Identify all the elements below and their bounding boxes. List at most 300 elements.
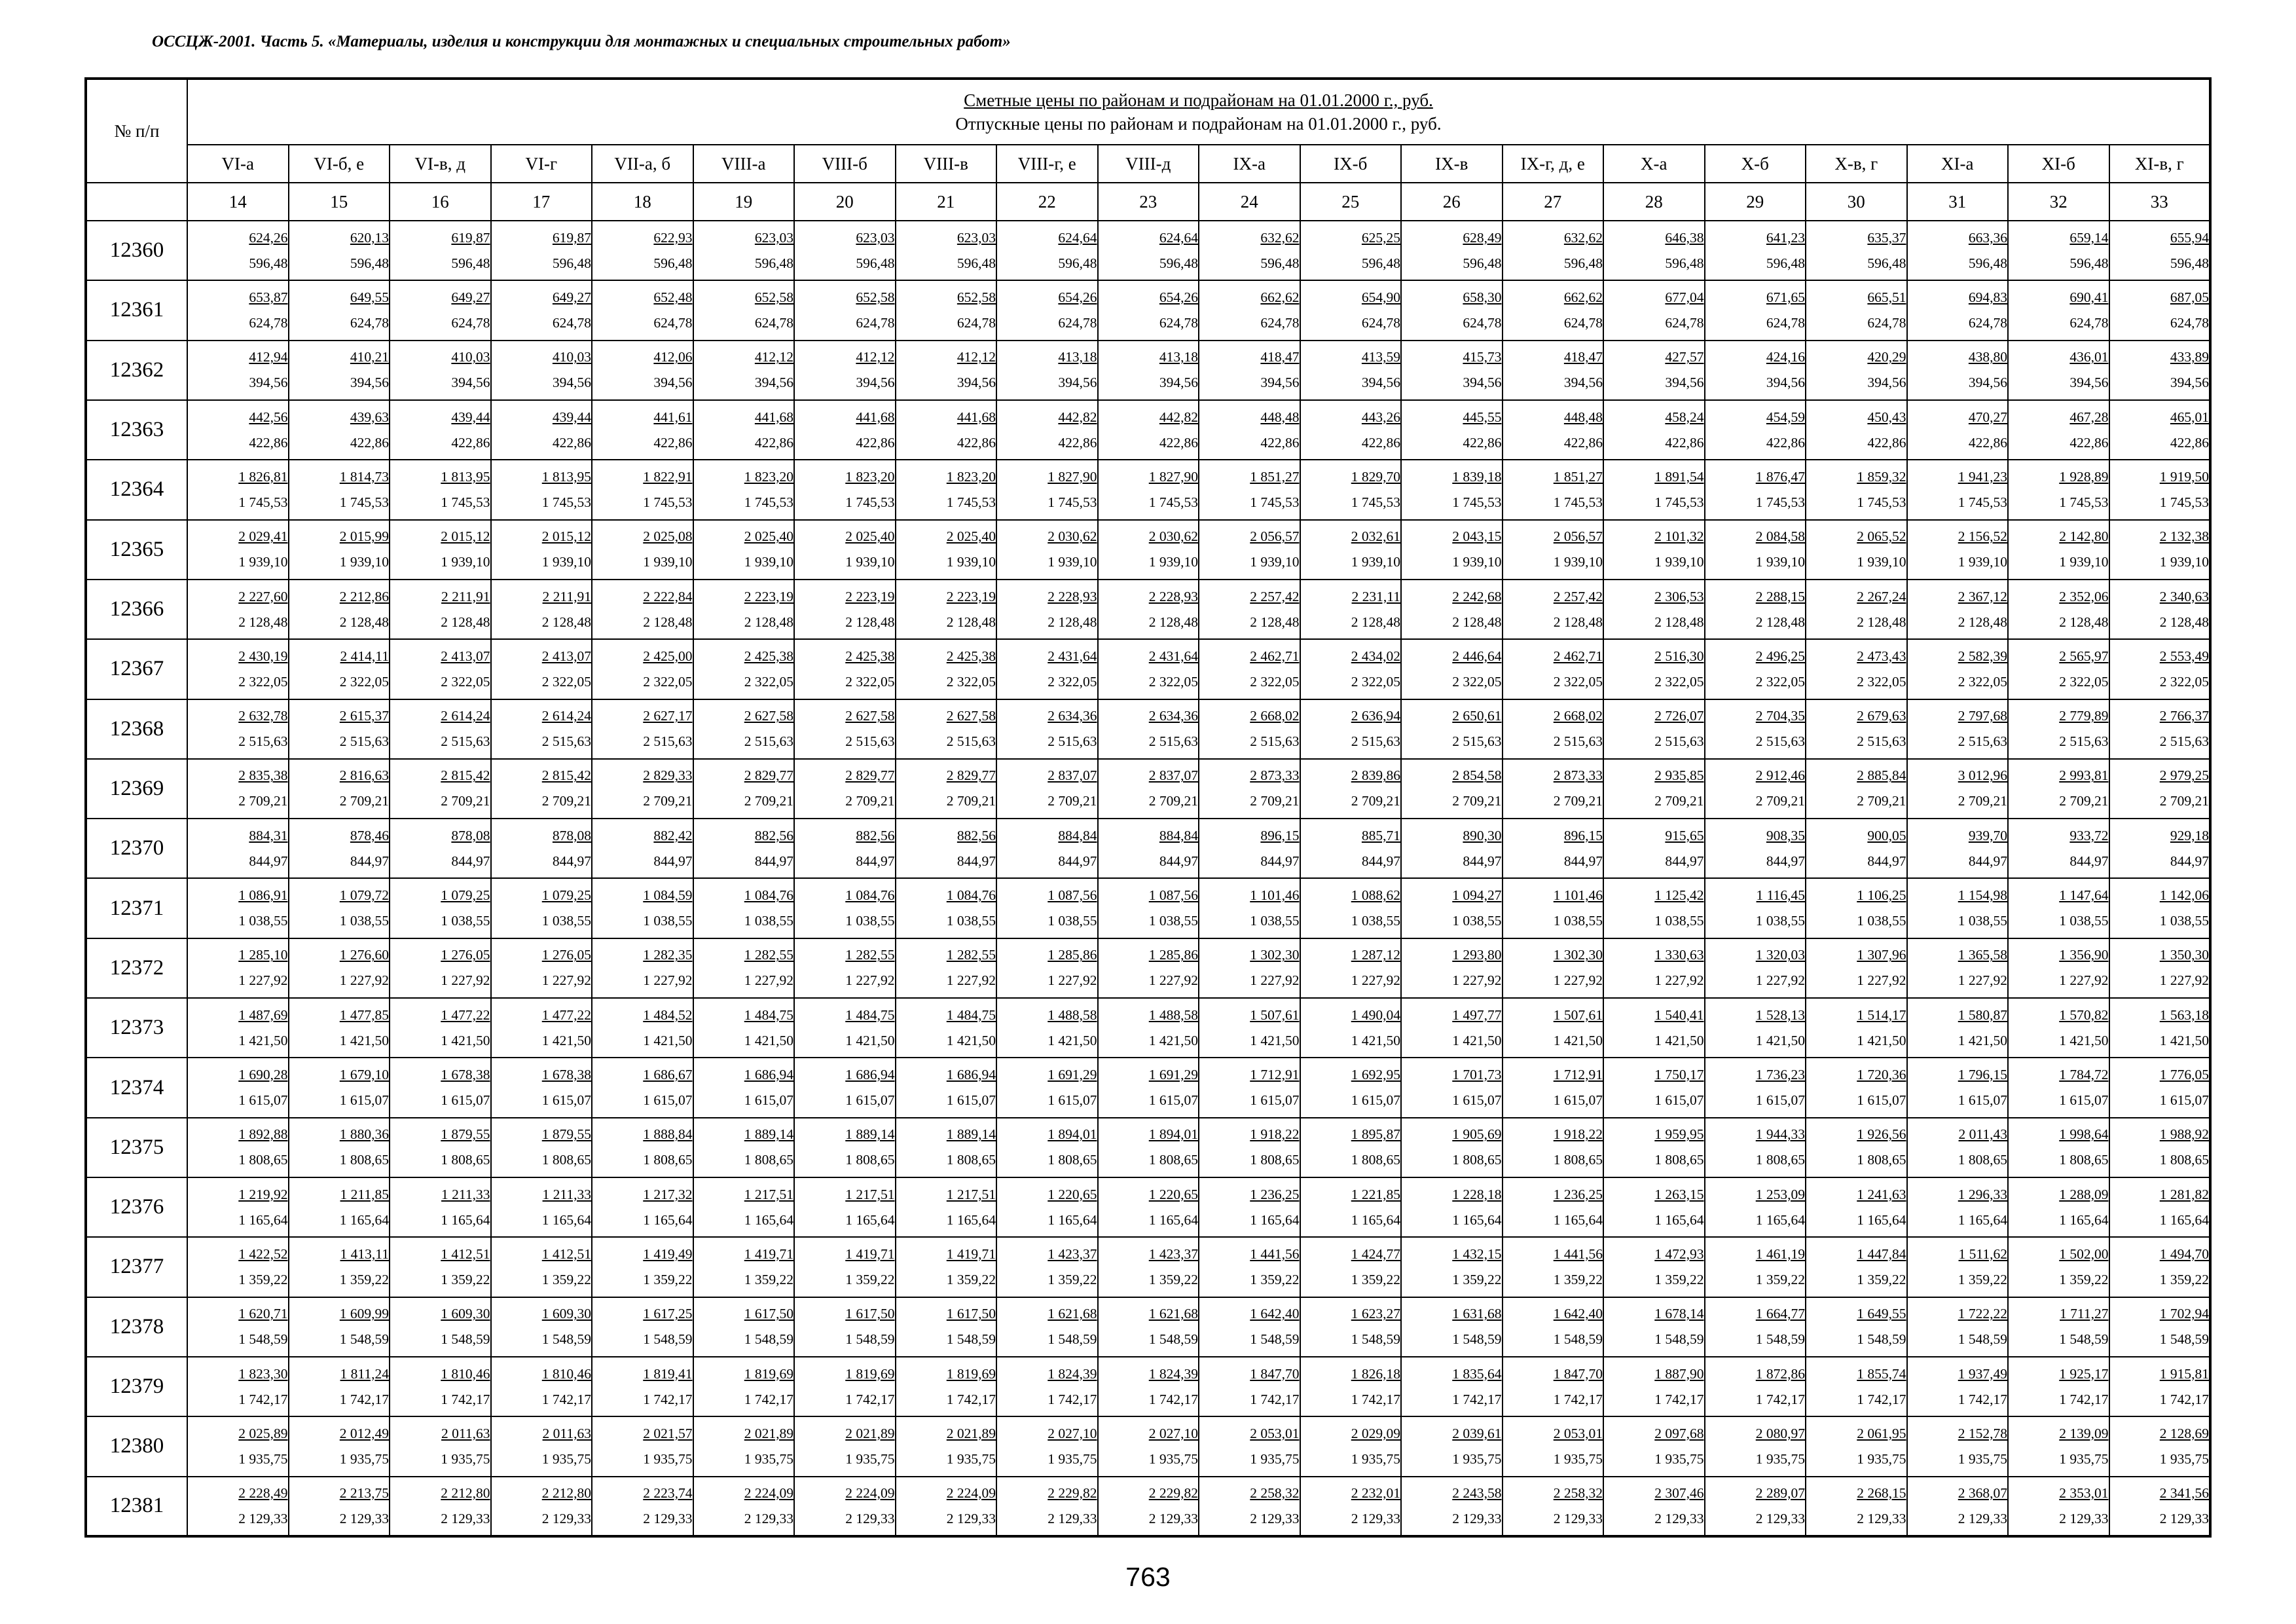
price-cell <box>794 1477 896 1536</box>
release-price: 596,48 <box>957 255 996 271</box>
price-cell <box>896 998 997 1058</box>
price-cell <box>187 819 289 878</box>
estimate-price: 654,26 <box>1159 289 1198 305</box>
price-cell <box>1907 1477 2009 1536</box>
release-price: 1 548,59 <box>1148 1331 1198 1348</box>
price-cell <box>592 520 693 580</box>
price-cell <box>693 938 795 998</box>
release-price: 1 745,53 <box>2159 494 2209 510</box>
price-cell <box>996 1477 1098 1536</box>
price-cell <box>390 699 491 759</box>
estimate-price: 1 147,64 <box>2059 887 2109 904</box>
price-cell <box>1503 341 1604 400</box>
price-cell <box>896 1477 997 1536</box>
release-price: 422,86 <box>957 434 996 451</box>
release-price: 1 935,75 <box>1857 1450 1906 1467</box>
document-header: ОССЦЖ-2001. Часть 5. «Материалы, изделия и конструкции для монтажных и специальных строительных работ» <box>152 33 1011 50</box>
release-price: 844,97 <box>1563 853 1603 869</box>
price-cell <box>996 639 1098 699</box>
release-price: 624,78 <box>2069 314 2109 331</box>
release-price: 394,56 <box>552 375 591 391</box>
row-number: 12380 <box>86 1416 187 1476</box>
price-cell <box>1098 1237 1199 1297</box>
price-cell <box>1907 819 2009 878</box>
release-price: 394,56 <box>451 375 490 391</box>
release-price: 2 709,21 <box>1755 793 1805 809</box>
price-cell <box>1300 699 1402 759</box>
release-price: 844,97 <box>856 853 895 869</box>
price-cell <box>2008 1297 2109 1357</box>
release-price: 1 808,65 <box>1148 1152 1198 1168</box>
estimate-price: 882,56 <box>856 827 895 843</box>
price-cell <box>1603 1118 1705 1177</box>
release-price: 1 038,55 <box>1958 913 2007 929</box>
estimate-price: 1 686,94 <box>946 1067 996 1083</box>
row-number: 12371 <box>86 878 187 938</box>
estimate-price: 1 872,86 <box>1755 1365 1805 1382</box>
table-row <box>86 400 2210 460</box>
price-table <box>84 77 2212 1538</box>
release-price: 1 359,22 <box>441 1271 490 1287</box>
estimate-price: 2 413,07 <box>541 648 591 664</box>
estimate-price: 1 116,45 <box>1756 887 1805 904</box>
release-price: 1 935,75 <box>946 1450 996 1467</box>
estimate-price: 445,55 <box>1463 409 1502 425</box>
region-header-cell: VI-г <box>491 145 592 183</box>
release-price: 1 165,64 <box>643 1211 693 1228</box>
estimate-price: 2 139,09 <box>2059 1425 2109 1441</box>
estimate-price: 2 431,64 <box>1148 648 1198 664</box>
release-price: 624,78 <box>754 314 793 331</box>
release-price: 596,48 <box>1260 255 1300 271</box>
price-cell <box>794 1237 896 1297</box>
release-price: 2 129,33 <box>1553 1510 1603 1526</box>
release-price: 1 548,59 <box>441 1331 490 1348</box>
price-cell <box>2008 341 2109 400</box>
price-cell <box>289 938 390 998</box>
estimate-price: 1 432,15 <box>1452 1246 1502 1262</box>
price-cell <box>996 341 1098 400</box>
release-price: 1 808,65 <box>441 1152 490 1168</box>
release-price: 1 615,07 <box>1958 1092 2007 1109</box>
estimate-price: 2 837,07 <box>1048 767 1097 784</box>
release-price: 624,78 <box>1766 314 1805 331</box>
price-cell <box>1806 1058 1907 1117</box>
price-cell <box>1199 639 1300 699</box>
release-price: 596,48 <box>1968 255 2007 271</box>
release-price: 394,56 <box>1058 375 1097 391</box>
price-cell <box>2008 520 2109 580</box>
estimate-price: 2 257,42 <box>1553 588 1603 604</box>
release-price: 422,86 <box>552 434 591 451</box>
release-price: 2 129,33 <box>744 1510 793 1526</box>
table-row <box>86 460 2210 519</box>
estimate-price: 655,94 <box>2170 229 2209 246</box>
price-cell <box>187 639 289 699</box>
estimate-price: 2 829,33 <box>643 767 693 784</box>
price-cell <box>1806 639 1907 699</box>
column-number-cell: 16 <box>390 183 491 221</box>
price-cell <box>390 998 491 1058</box>
release-price: 1 359,22 <box>1654 1271 1704 1287</box>
price-cell <box>1705 1058 1806 1117</box>
price-cell <box>390 819 491 878</box>
release-price: 2 129,33 <box>1148 1510 1198 1526</box>
release-price: 1 939,10 <box>1250 554 1300 570</box>
estimate-price: 1 617,50 <box>744 1306 793 1322</box>
row-number: 12378 <box>86 1297 187 1357</box>
estimate-price: 454,59 <box>1766 409 1805 425</box>
price-cell <box>1300 1357 1402 1416</box>
estimate-price: 3 012,96 <box>1958 767 2007 784</box>
estimate-price: 878,08 <box>552 827 591 843</box>
price-cell <box>390 520 491 580</box>
estimate-price: 1 925,17 <box>2059 1365 2109 1382</box>
region-header-cell: VI-б, е <box>289 145 390 183</box>
release-price: 1 359,22 <box>238 1271 288 1287</box>
price-cell <box>1603 819 1705 878</box>
estimate-price: 2 232,01 <box>1351 1485 1400 1501</box>
estimate-price: 1 276,05 <box>541 947 591 963</box>
release-price: 422,86 <box>1260 434 1300 451</box>
price-cell <box>693 221 795 280</box>
row-number: 12369 <box>86 759 187 819</box>
price-cell <box>1503 699 1604 759</box>
estimate-price: 896,15 <box>1563 827 1603 843</box>
price-cell <box>1401 1058 1503 1117</box>
release-price: 1 165,64 <box>1250 1211 1300 1228</box>
estimate-price: 659,14 <box>2069 229 2109 246</box>
estimate-price: 1 281,82 <box>2159 1186 2209 1202</box>
estimate-price: 1 514,17 <box>1857 1006 1906 1023</box>
estimate-price: 2 242,68 <box>1452 588 1502 604</box>
release-price: 1 038,55 <box>643 913 693 929</box>
price-cell <box>491 1297 592 1357</box>
release-price: 1 939,10 <box>339 554 389 570</box>
price-cell <box>1705 460 1806 519</box>
estimate-price: 1 889,14 <box>845 1126 895 1143</box>
estimate-price: 2 258,32 <box>1553 1485 1603 1501</box>
estimate-price: 1 823,20 <box>845 468 895 485</box>
table-row <box>86 1357 2210 1416</box>
estimate-price: 412,94 <box>249 349 288 365</box>
release-price: 2 129,33 <box>1351 1510 1400 1526</box>
estimate-price: 418,47 <box>1260 349 1300 365</box>
estimate-price: 2 025,40 <box>946 528 996 545</box>
release-price: 1 935,75 <box>441 1450 490 1467</box>
release-price: 2 128,48 <box>1250 614 1300 630</box>
estimate-price: 450,43 <box>1867 409 1906 425</box>
release-price: 2 322,05 <box>339 673 389 690</box>
price-cell <box>592 1357 693 1416</box>
price-cell <box>1806 878 1907 938</box>
estimate-price: 1 810,46 <box>441 1365 490 1382</box>
table-row <box>86 280 2210 340</box>
price-cell <box>896 639 997 699</box>
price-cell <box>896 400 997 460</box>
price-cell <box>896 341 997 400</box>
release-price: 624,78 <box>451 314 490 331</box>
price-cell <box>592 819 693 878</box>
estimate-price: 1 086,91 <box>238 887 288 904</box>
release-price: 844,97 <box>1260 853 1300 869</box>
estimate-price: 1 823,20 <box>744 468 793 485</box>
release-price: 596,48 <box>451 255 490 271</box>
release-price: 1 421,50 <box>541 1032 591 1048</box>
price-cell <box>794 998 896 1058</box>
release-price: 596,48 <box>552 255 591 271</box>
estimate-price: 2 039,61 <box>1452 1425 1502 1441</box>
release-price: 844,97 <box>1159 853 1198 869</box>
estimate-price: 1 826,81 <box>238 468 288 485</box>
region-header-cell: XI-б <box>2008 145 2109 183</box>
price-cell <box>1603 460 1705 519</box>
release-price: 1 421,50 <box>1250 1032 1300 1048</box>
estimate-price: 649,55 <box>350 289 389 305</box>
estimate-price: 641,23 <box>1766 229 1805 246</box>
estimate-price: 1 736,23 <box>1755 1067 1805 1083</box>
estimate-price: 1 813,95 <box>541 468 591 485</box>
release-price: 1 615,07 <box>441 1092 490 1109</box>
estimate-price: 1 419,71 <box>946 1246 996 1262</box>
release-price: 1 165,64 <box>541 1211 591 1228</box>
price-cell <box>289 280 390 340</box>
release-price: 1 935,75 <box>845 1450 895 1467</box>
release-price: 1 227,92 <box>1148 972 1198 989</box>
release-price: 422,86 <box>1361 434 1400 451</box>
estimate-price: 1 941,23 <box>1958 468 2007 485</box>
price-cell <box>187 1237 289 1297</box>
release-price: 1 548,59 <box>541 1331 591 1348</box>
estimate-price: 2 766,37 <box>2159 708 2209 724</box>
price-cell <box>1300 520 1402 580</box>
estimate-price: 442,82 <box>1159 409 1198 425</box>
price-cell <box>996 280 1098 340</box>
price-cell <box>2109 938 2211 998</box>
estimate-price: 1 220,65 <box>1048 1186 1097 1202</box>
price-cell <box>187 1058 289 1117</box>
estimate-price: 882,56 <box>754 827 793 843</box>
estimate-price: 2 015,12 <box>541 528 591 545</box>
estimate-price: 620,13 <box>350 229 389 246</box>
estimate-price: 1 891,54 <box>1654 468 1704 485</box>
release-price: 1 165,64 <box>238 1211 288 1228</box>
price-cell <box>896 1297 997 1357</box>
estimate-price: 1 712,91 <box>1250 1067 1300 1083</box>
row-number: 12363 <box>86 400 187 460</box>
price-cell <box>592 341 693 400</box>
release-price: 1 548,59 <box>238 1331 288 1348</box>
release-price: 844,97 <box>1968 853 2007 869</box>
estimate-price: 2 668,02 <box>1250 708 1300 724</box>
release-price: 1 421,50 <box>1755 1032 1805 1048</box>
release-price: 624,78 <box>653 314 693 331</box>
price-cell <box>1199 400 1300 460</box>
release-price: 2 128,48 <box>1553 614 1603 630</box>
price-cell <box>1705 1357 1806 1416</box>
region-header-cell: VI-в, д <box>390 145 491 183</box>
release-price: 1 359,22 <box>1250 1271 1300 1287</box>
release-price: 422,86 <box>1159 434 1198 451</box>
price-cell <box>2008 1118 2109 1177</box>
estimate-price: 1 928,89 <box>2059 468 2109 485</box>
release-price: 1 935,75 <box>1452 1450 1502 1467</box>
price-cell <box>1300 1237 1402 1297</box>
release-price: 1 165,64 <box>946 1211 996 1228</box>
release-price: 844,97 <box>2069 853 2109 869</box>
price-cell <box>996 400 1098 460</box>
estimate-price: 1 228,18 <box>1452 1186 1502 1202</box>
row-number: 12362 <box>86 341 187 400</box>
price-cell <box>1907 1297 2009 1357</box>
release-price: 1 615,07 <box>1857 1092 1906 1109</box>
release-price: 1 808,65 <box>1048 1152 1097 1168</box>
price-cell <box>2008 699 2109 759</box>
estimate-price: 1 217,51 <box>946 1186 996 1202</box>
release-price: 1 038,55 <box>2059 913 2109 929</box>
price-cell <box>2109 1416 2211 1476</box>
estimate-price: 1 822,91 <box>643 468 693 485</box>
release-price: 2 709,21 <box>238 793 288 809</box>
estimate-price: 1 084,76 <box>946 887 996 904</box>
price-cell <box>1806 1357 1907 1416</box>
price-cell <box>1503 1297 1604 1357</box>
table-row <box>86 580 2210 639</box>
price-cell <box>1806 1237 1907 1297</box>
release-price: 1 935,75 <box>2159 1450 2209 1467</box>
estimate-price: 1 879,55 <box>541 1126 591 1143</box>
price-cell <box>1907 1177 2009 1237</box>
estimate-price: 1 447,84 <box>1857 1246 1906 1262</box>
estimate-price: 2 084,58 <box>1755 528 1805 545</box>
estimate-price: 1 285,10 <box>238 947 288 963</box>
estimate-price: 1 847,70 <box>1250 1365 1300 1382</box>
release-price: 422,86 <box>1463 434 1502 451</box>
release-price: 1 742,17 <box>238 1391 288 1407</box>
release-price: 1 745,53 <box>946 494 996 510</box>
estimate-price: 1 859,32 <box>1857 468 1906 485</box>
release-price: 2 322,05 <box>1351 673 1400 690</box>
release-price: 1 745,53 <box>441 494 490 510</box>
price-cell <box>1907 699 2009 759</box>
estimate-price: 2 142,80 <box>2059 528 2109 545</box>
price-cell <box>1603 759 1705 819</box>
estimate-price: 1 101,46 <box>1553 887 1603 904</box>
release-price: 1 939,10 <box>643 554 693 570</box>
estimate-price: 415,73 <box>1463 349 1502 365</box>
release-price: 596,48 <box>1463 255 1502 271</box>
release-price: 2 128,48 <box>744 614 793 630</box>
release-price: 1 745,53 <box>1958 494 2007 510</box>
price-cell <box>289 400 390 460</box>
price-cell <box>693 341 795 400</box>
estimate-price: 1 084,76 <box>845 887 895 904</box>
release-price: 1 935,75 <box>1048 1450 1097 1467</box>
release-price: 1 038,55 <box>1857 913 1906 929</box>
price-cell <box>1705 520 1806 580</box>
price-cell <box>1705 1177 1806 1237</box>
release-price: 1 548,59 <box>1048 1331 1097 1348</box>
release-price: 1 165,64 <box>744 1211 793 1228</box>
release-price: 1 939,10 <box>238 554 288 570</box>
release-price: 624,78 <box>1563 314 1603 331</box>
estimate-price: 2 224,09 <box>744 1485 793 1501</box>
release-price: 2 128,48 <box>1148 614 1198 630</box>
estimate-price: 619,87 <box>552 229 591 246</box>
estimate-price: 1 826,18 <box>1351 1365 1400 1382</box>
estimate-price: 1 679,10 <box>339 1067 389 1083</box>
price-cell <box>592 639 693 699</box>
price-cell <box>1503 400 1604 460</box>
release-price: 2 129,33 <box>1958 1510 2007 1526</box>
release-price: 596,48 <box>1766 255 1805 271</box>
release-price: 1 421,50 <box>643 1032 693 1048</box>
estimate-price: 1 621,68 <box>1148 1306 1198 1322</box>
price-cell <box>896 1357 997 1416</box>
price-cell <box>693 759 795 819</box>
estimate-price: 1 563,18 <box>2159 1006 2209 1023</box>
price-cell <box>491 1177 592 1237</box>
price-cell <box>592 1416 693 1476</box>
price-cell <box>491 819 592 878</box>
release-price: 1 165,64 <box>1452 1211 1502 1228</box>
release-price: 394,56 <box>1968 375 2007 391</box>
estimate-price: 441,68 <box>856 409 895 425</box>
release-price: 2 322,05 <box>541 673 591 690</box>
price-cell <box>996 1357 1098 1416</box>
region-header-cell: VIII-д <box>1098 145 1199 183</box>
estimate-price: 448,48 <box>1260 409 1300 425</box>
column-number-cell: 27 <box>1503 183 1604 221</box>
price-cell <box>1098 221 1199 280</box>
price-cell <box>996 1416 1098 1476</box>
price-cell <box>187 759 289 819</box>
price-cell <box>1907 639 2009 699</box>
release-price: 2 709,21 <box>441 793 490 809</box>
estimate-price: 2 258,32 <box>1250 1485 1300 1501</box>
price-cell <box>592 1058 693 1117</box>
row-number: 12375 <box>86 1118 187 1177</box>
price-cell <box>2109 699 2211 759</box>
price-cell <box>1603 878 1705 938</box>
release-price: 1 808,65 <box>1654 1152 1704 1168</box>
estimate-price: 1 441,56 <box>1250 1246 1300 1262</box>
price-cell <box>1199 1297 1300 1357</box>
release-price: 1 745,53 <box>1654 494 1704 510</box>
estimate-price: 1 580,87 <box>1958 1006 2007 1023</box>
estimate-price: 2 837,07 <box>1148 767 1198 784</box>
estimate-price: 2 425,38 <box>845 648 895 664</box>
release-price: 1 165,64 <box>1048 1211 1097 1228</box>
estimate-price: 470,27 <box>1968 409 2007 425</box>
estimate-price: 1 412,51 <box>441 1246 490 1262</box>
release-price: 1 548,59 <box>643 1331 693 1348</box>
release-price: 2 709,21 <box>1250 793 1300 809</box>
estimate-price: 1 609,99 <box>339 1306 389 1322</box>
release-price: 1 615,07 <box>2059 1092 2109 1109</box>
column-number-cell: 23 <box>1098 183 1199 221</box>
estimate-price: 1 211,33 <box>441 1186 490 1202</box>
estimate-price: 2 011,43 <box>1958 1126 2007 1143</box>
release-price: 1 359,22 <box>845 1271 895 1287</box>
release-price: 1 165,64 <box>1148 1211 1198 1228</box>
estimate-price: 1 623,27 <box>1351 1306 1400 1322</box>
price-cell <box>1199 1357 1300 1416</box>
estimate-price: 1 293,80 <box>1452 947 1502 963</box>
price-cell <box>2008 1058 2109 1117</box>
price-cell <box>491 280 592 340</box>
release-price: 1 359,22 <box>1755 1271 1805 1287</box>
